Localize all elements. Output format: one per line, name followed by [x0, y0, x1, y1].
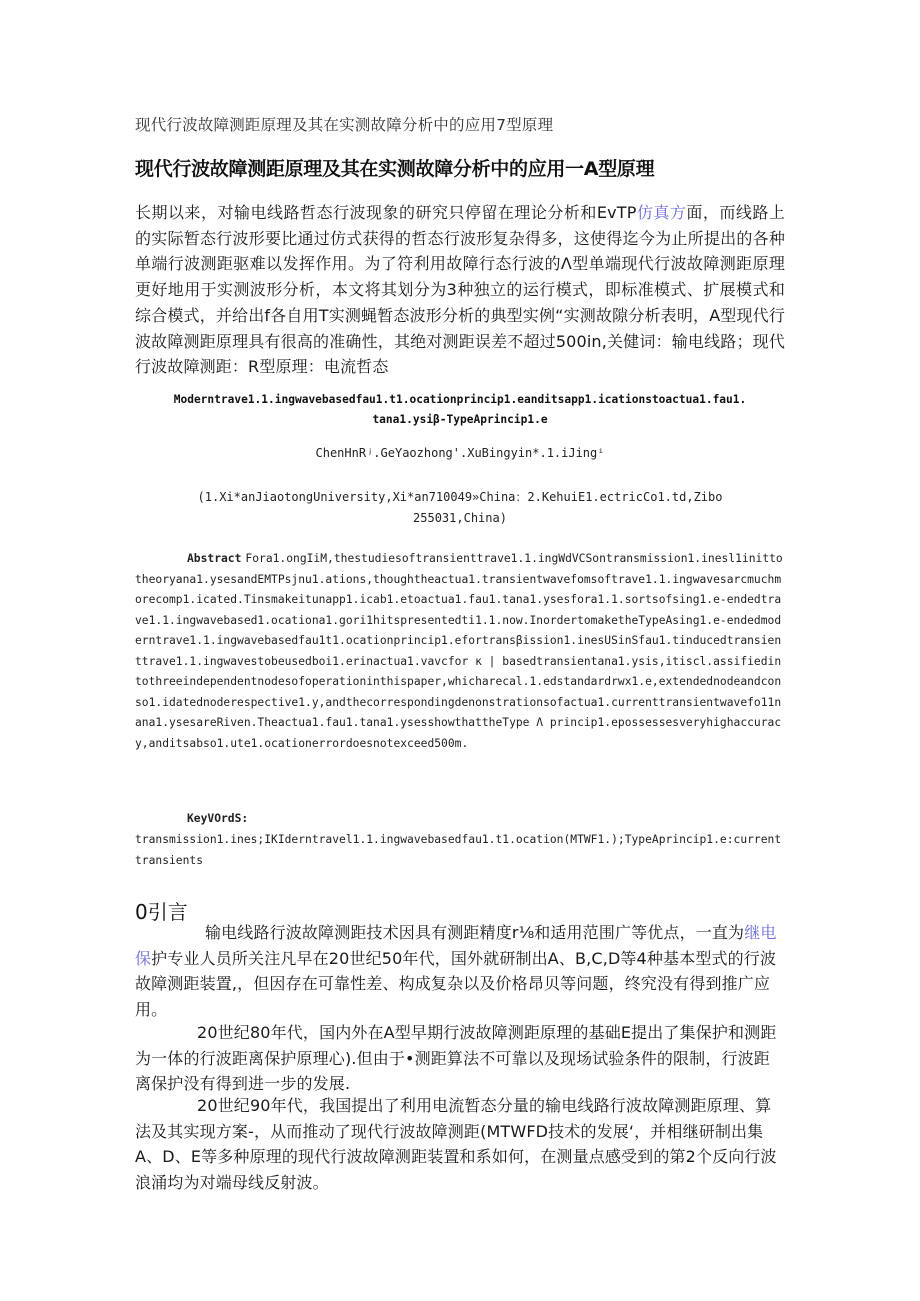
p1-text-rest: 护专业人员所关注凡早在20世纪50年代，国外就研制出A、B,C,D等4种基本型式的行波故障测距装置,，但因存在可靠性差、构成复杂以及价格昂贝等问题，终究没有得到推广应用。 [135, 948, 777, 1020]
english-abstract-text: Fora1.ongIiM,thestudiesoftransienttrave1.1.ingWdVCSontransmission1.inesl1inittotheoryana1.ysesandEMTPsjnu1.ations,thoughtheactua1.transientwavefomsoftrave1.1.ingwavesarcmuchmorecomp1.icated.Tinsmakeitunapp1.icab1.etoactua1.fau1.tana1.ysesfora1.1.sortsofsing1.e-endedtrave1.1.ingwavebased1.ocationa1.gori1hitspresentedti1.1.now.InordertomaketheTypeAsing1.e-endedmoderntrave1.1.ingwavebasedfau1t1.ocationprincip1.efortransβission1.inesUSinSfau1.tinducedtransienttrave1.1.ingwavestobeusedboi1.erinactua1.vavcfor κ | basedtransientana1.ysis,itiscl.assifiedintothreeindependentnodesofoperationinthispaper,whicharecal.1.edstandardrwx1.e,extendednodeandconso1.idatednoderespective1.y,andthecorrespondingdenonstrationsofactua1.currenttransientwavefo11nana1.ysesareRiven.Theactua1.fau1.tana1.ysesshowthattheType Λ princip1.epossessesveryhighaccuracy,anditsabso1.ute1.ocationerrordoesnotexceed500m. [135, 552, 783, 750]
abstract-text-start: 长期以来，对输电线路哲态行波现象的研究只停留在理论分析和EvTP [135, 203, 637, 222]
english-title [120, 390, 800, 430]
simulation-link[interactable]: 仿真方 [636, 203, 687, 222]
intro-paragraph-2 [135, 1020, 785, 1097]
keywords-label: KeyVOrdS: [187, 812, 249, 825]
p2-text: 20世纪80年代，国内外在A型早期行波故障测距原理的基础E提出了集保护和测距为一体的行波距离保护原理心).但由于•测距算法不可靠以及现场试验条件的限制，行波距离保护没有得到进一步的发展. [135, 1023, 777, 1094]
relay-protection-link[interactable]: 继电保 [135, 923, 777, 968]
p3-text: 20世纪90年代，我国提出了利用电流暂态分量的输电线路行波故障测距原理、算法及其实现方案-，从而推动了现代行波故障测距(MTWFD技术的发展‘，并相继研制出集A、D、E等多种原理的现代行波故障测距装置和系如何，在测量点感受到的第2个反向行波浪涌均为对端母线反射波。 [135, 1096, 777, 1193]
abstract-label: Abstract [187, 552, 242, 565]
page-title: 现代行波故障测距原理及其在实测故障分析中的应用一A型原理 [135, 158, 655, 180]
english-affiliation [120, 487, 800, 529]
keywords-text: transmission1.ines;IKIderntravel1.1.ingwavebasedfau1.t1.ocation(MTWF1.);TypeAprincip1.e:currenttransients [135, 833, 782, 867]
abstract-text-rest: 面，而线路上的实际暂态行波形要比通过仿式获得的哲态行波形复杂得多，这使得迄今为止所提出的各种单端行波测距驱难以发挥作用。为了符利用故障行态行波的Λ型单端现代行波故障测距原理更好地用于实测波形分析，本文将其划分为3种独立的运行模式，即标准模式、扩展模式和综合模式，并给出f各自用T实测蝇暂态波形分析的典型实例“实测故隙分析表明，A型现代行波故障测距原理具有很高的准确性，其绝对测距误差不超过500in,关健词：输电线路；现代行波故障测距：R型原理：电流哲态 [135, 203, 785, 377]
chinese-abstract [135, 200, 785, 380]
affiliation-line-2: 255031,China) [413, 511, 507, 525]
intro-paragraph-1 [135, 920, 785, 1023]
document-pre-title: 现代行波故障测距原理及其在实测故障分析中的应用7型原理 [135, 116, 554, 134]
intro-paragraph-3 [135, 1093, 785, 1196]
english-title-line-2: tana1.ysiβ-TypeAprincip1.e [372, 413, 548, 426]
english-abstract [135, 549, 785, 754]
english-title-line-1: Moderntrave1.1.ingwavebasedfau1.t1.ocationprincip1.eanditsapp1.icationstoactua1.fau1. [173, 393, 747, 406]
affiliation-line-1: (1.Xi*anJiaotongUniversity,Xi*an710049»China：2.KehuiE1.ectricCo1.td,Zibo [197, 490, 723, 504]
p1-text-start: 输电线路行波故障测距技术因具有测距精度r⅛和适用范围广等优点，一直为 [205, 923, 745, 942]
english-authors: ChenHnRʲ.GeYaozhong'.XuBingyin*.1.iJingⁱ [315, 446, 605, 460]
section-heading-introduction: 0引言 [135, 900, 188, 924]
